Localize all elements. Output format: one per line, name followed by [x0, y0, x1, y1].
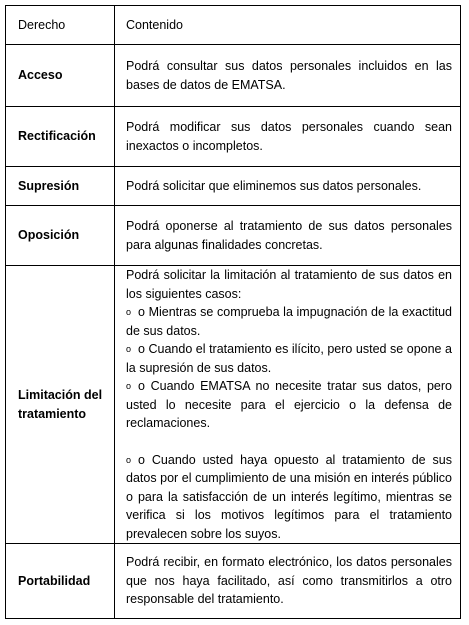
- list-item: [126, 377, 452, 433]
- right-text-rectificacion: Podrá modificar sus datos personales cuando sean inexactos o incompletos.: [115, 107, 461, 167]
- header-content: Contenido: [115, 6, 461, 45]
- paragraph-gap: [126, 433, 452, 451]
- table-row: [6, 206, 461, 266]
- rights-table: [5, 5, 461, 619]
- right-content-limitacion: [115, 266, 461, 544]
- bullet-icon: o: [126, 307, 132, 317]
- list-item: [126, 451, 452, 544]
- right-name-acceso: Acceso: [6, 45, 115, 107]
- bullet-icon: o: [126, 344, 132, 354]
- limitacion-intro: Podrá solicitar la limitación al tratamiento de sus datos en los siguientes casos:: [126, 268, 452, 301]
- list-item: [126, 340, 452, 377]
- right-name-portabilidad: Portabilidad: [6, 544, 115, 619]
- right-name-oposicion: Oposición: [6, 206, 115, 266]
- right-name-limitacion: Limitación del tratamiento: [6, 266, 115, 544]
- limitacion-item-2: o Cuando el tratamiento es ilícito, pero usted se opone a la supresión de sus datos.: [126, 342, 452, 375]
- limitacion-item-1: o Mientras se comprueba la impugnación de la exactitud de sus datos.: [126, 305, 452, 338]
- table-row: [6, 266, 461, 544]
- table-row: [6, 167, 461, 206]
- table-row: [6, 107, 461, 167]
- limitacion-item-4: o Cuando usted haya opuesto al tratamiento de sus datos por el cumplimiento de una misión en interés público o para la satisfacción de un interés legítimo, mientras se verifica si los motivos legítimos para el tratamiento prevalecen sobre los suyos.: [126, 452, 452, 541]
- bullet-icon: o: [126, 381, 132, 391]
- right-text-oposicion: Podrá oponerse al tratamiento de sus datos personales para algunas finalidades concretas.: [115, 206, 461, 266]
- right-name-supresion: Supresión: [6, 167, 115, 206]
- table-row: [6, 544, 461, 619]
- right-text-acceso: Podrá consultar sus datos personales incluidos en las bases de datos de EMATSA.: [115, 45, 461, 107]
- table-row: [6, 45, 461, 107]
- right-name-rectificacion: Rectificación: [6, 107, 115, 167]
- header-right: Derecho: [6, 6, 115, 45]
- right-text-supresion: Podrá solicitar que eliminemos sus datos personales.: [115, 167, 461, 206]
- table-header-row: [6, 6, 461, 45]
- limitacion-item-3: o Cuando EMATSA no necesite tratar sus datos, pero usted lo necesite para el ejercicio o la defensa de reclamaciones.: [126, 379, 452, 430]
- list-item: [126, 303, 452, 340]
- bullet-icon: o: [126, 454, 132, 465]
- right-text-portabilidad: Podrá recibir, en formato electrónico, los datos personales que nos haya facilitado, así como transmitirlos a otro responsable del tratamiento.: [115, 544, 461, 619]
